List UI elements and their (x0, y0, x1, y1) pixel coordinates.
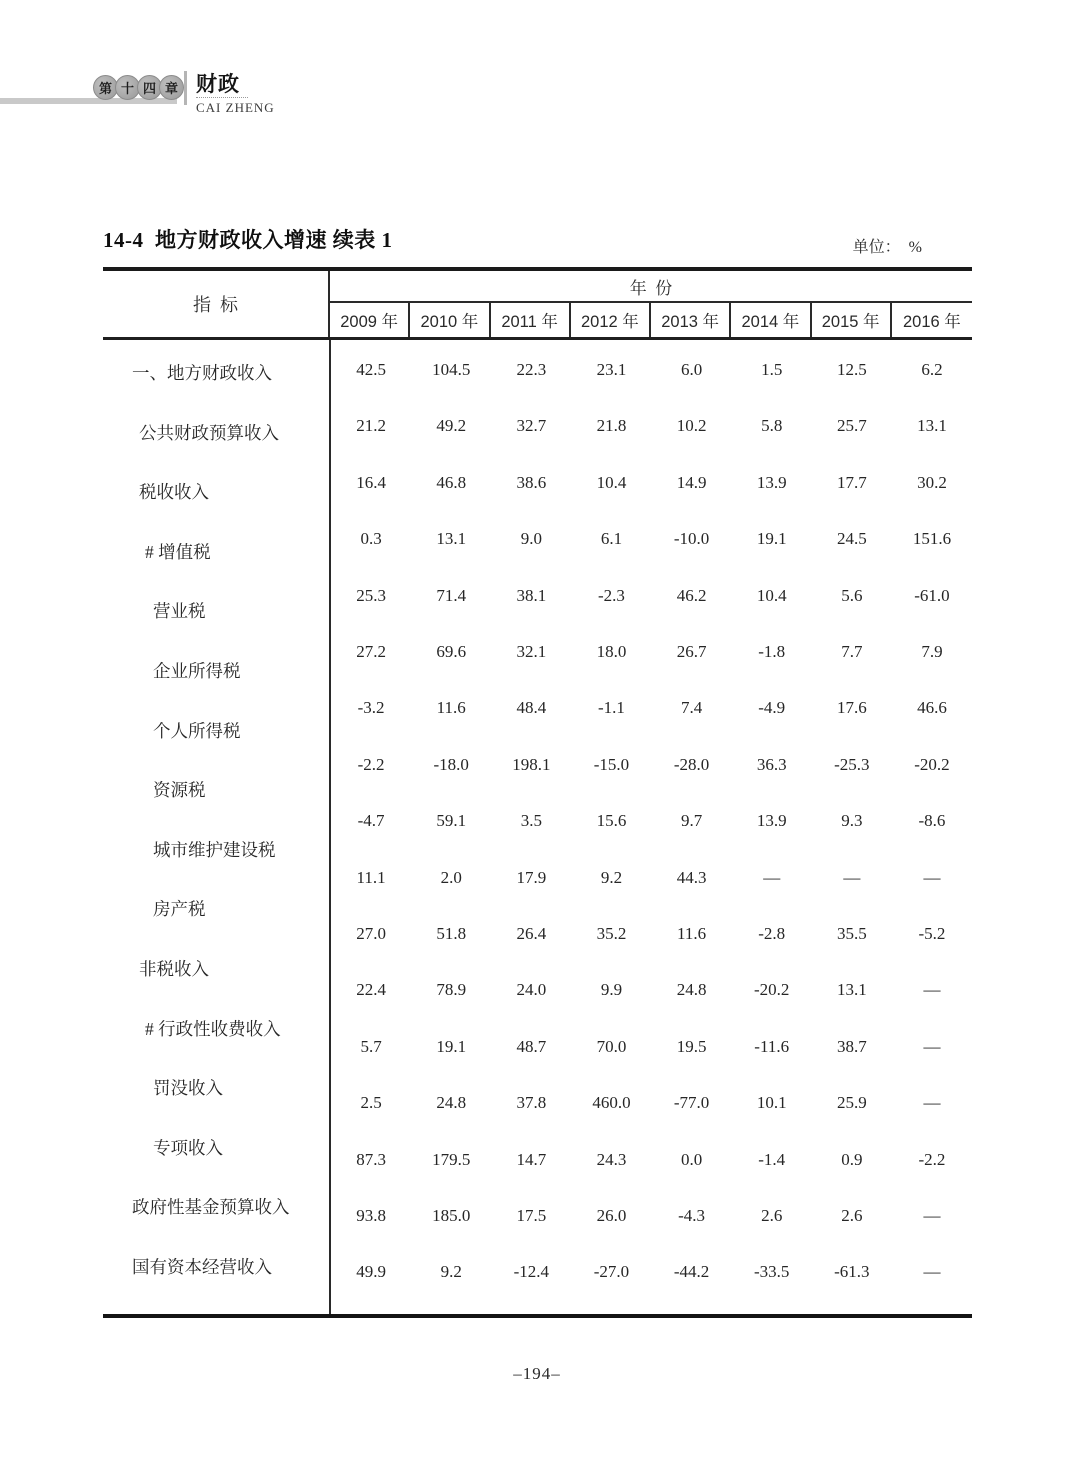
table-value-cell: -27.0 (593, 1262, 630, 1281)
table-value-cell: 17.5 (516, 1206, 547, 1225)
table-value-cell: -2.8 (758, 924, 786, 943)
table-value-cell: 26.7 (676, 642, 707, 661)
table-value-cell: 69.6 (436, 642, 467, 661)
table-value-cell: 38.7 (836, 1037, 867, 1056)
indicator-column-header: 指 标 (103, 271, 330, 337)
table-value-cell: 5.8 (761, 416, 783, 435)
table-value-cell: -1.1 (597, 698, 625, 717)
year-column-header: 2009 年 (330, 303, 410, 337)
year-column-header: 2012 年 (571, 303, 651, 337)
table-value-cell: 460.0 (592, 1093, 631, 1112)
indicator-row-label: 资源税 (153, 780, 206, 800)
table-value-cell: 3.5 (520, 811, 542, 830)
table-value-row (331, 1092, 972, 1114)
chapter-subtitle-pinyin: CAI ZHENG (196, 100, 275, 115)
table-value-row (331, 472, 972, 494)
table-value-cell: 11.6 (677, 924, 707, 943)
table-value-cell: 7.4 (680, 698, 703, 717)
table-value-cell: 2.6 (761, 1206, 783, 1225)
table-value-row (331, 1261, 972, 1283)
indicator-row-label: 税收收入 (139, 482, 209, 502)
table-value-cell: -25.3 (834, 755, 870, 774)
table-value-row (331, 528, 972, 550)
table-value-cell: 27.0 (356, 924, 386, 943)
table-value-cell: 7.7 (841, 642, 863, 661)
table-value-cell: 2.5 (360, 1093, 382, 1112)
table-value-cell: 27.2 (356, 642, 386, 661)
table-value-row (331, 754, 972, 776)
table-value-cell: 24.3 (596, 1150, 627, 1169)
table-value-cell: 38.1 (516, 586, 547, 605)
table-value-cell: 22.3 (516, 360, 547, 379)
table-value-row (331, 641, 972, 663)
table-value-cell: 9.9 (600, 980, 623, 999)
table-value-cell: -33.5 (753, 1262, 790, 1281)
year-column-header: 2011 年 (491, 303, 571, 337)
table-value-row (331, 810, 972, 832)
table-value-cell: — (923, 1093, 941, 1112)
table-value-cell: 6.1 (600, 529, 623, 548)
table-value-cell: 9.0 (520, 529, 542, 548)
table-value-cell: -3.2 (357, 698, 385, 717)
table-value-row (331, 1205, 972, 1227)
table-value-cell: 7.9 (921, 642, 943, 661)
chapter-badge-char: 章 (159, 75, 184, 100)
indicator-row-label: 一、地方财政收入 (132, 363, 272, 383)
table-value-cell: 12.5 (836, 360, 867, 379)
indicator-row-label: 国有资本经营收入 (132, 1257, 272, 1277)
table-value-cell: 71.4 (436, 586, 467, 605)
table-value-cell: 46.8 (436, 473, 467, 492)
table-value-cell: -4.9 (758, 698, 786, 717)
indicator-row-label: 专项收入 (153, 1138, 223, 1158)
table-value-cell: -44.2 (673, 1262, 710, 1281)
table-value-cell: 46.6 (917, 698, 947, 717)
table-value-cell: 1.5 (761, 360, 783, 379)
table-value-cell: -10.0 (673, 529, 710, 548)
chapter-badge (93, 75, 181, 100)
table-value-cell: 70.0 (596, 1037, 627, 1056)
table-value-cell: 17.7 (836, 473, 867, 492)
table-value-cell: -20.2 (753, 980, 790, 999)
table-value-cell: 44.3 (676, 868, 707, 887)
table-value-cell: 2.0 (440, 868, 462, 887)
indicator-row-label: 城市维护建设税 (153, 840, 276, 860)
table-value-row (331, 923, 972, 945)
table-value-cell: 11.6 (436, 698, 466, 717)
table-value-cell: -20.2 (914, 755, 950, 774)
indicator-row-label: 罚没收入 (153, 1078, 223, 1098)
table-value-row (331, 1036, 972, 1058)
year-column-header: 2010 年 (410, 303, 490, 337)
chapter-badge-char: 四 (137, 75, 162, 100)
year-column-header: 2015 年 (812, 303, 892, 337)
table-value-cell: 179.5 (432, 1150, 471, 1169)
table-body (103, 340, 972, 1318)
table-value-cell: 151.6 (912, 529, 952, 548)
table-value-row (331, 585, 972, 607)
table-value-cell: 11.1 (356, 868, 386, 887)
table-value-cell: 2.6 (841, 1206, 863, 1225)
table-value-cell: 24.8 (436, 1093, 467, 1112)
table-value-cell: 26.4 (516, 924, 547, 943)
table-value-cell: 185.0 (432, 1206, 471, 1225)
table-header (103, 267, 972, 340)
table-value-row (331, 359, 972, 381)
table-value-cell: 49.2 (436, 416, 467, 435)
chapter-header-divider (184, 71, 187, 105)
table-value-cell: — (923, 1262, 941, 1281)
table-title: 14-4 地方财政收入增速 续表 1 (103, 228, 393, 252)
indicator-row-label: 政府性基金预算收入 (132, 1197, 290, 1217)
table-value-cell: 9.2 (440, 1262, 462, 1281)
table-value-cell: 0.9 (841, 1150, 863, 1169)
table-value-cell: 25.9 (836, 1093, 867, 1112)
chapter-dotted-rule (196, 97, 248, 98)
table-value-cell: 37.8 (516, 1093, 547, 1112)
table-value-row (331, 867, 972, 889)
table-value-cell: — (923, 980, 941, 999)
table-value-cell: -15.0 (593, 755, 630, 774)
table-value-cell: -2.3 (597, 586, 625, 605)
year-column-header: 2016 年 (902, 313, 961, 331)
table-value-cell: 13.1 (436, 529, 467, 548)
table-value-cell: -61.3 (834, 1262, 870, 1281)
table-value-cell: 104.5 (432, 360, 471, 379)
table-value-cell: 0.0 (680, 1150, 703, 1169)
table-value-cell: -4.7 (357, 811, 385, 830)
table-value-cell: 19.5 (676, 1037, 707, 1056)
table-value-cell: 13.9 (756, 473, 787, 492)
table-value-cell: 5.6 (841, 586, 863, 605)
chapter-badge-char: 第 (93, 75, 118, 100)
table-value-cell: 25.3 (356, 586, 386, 605)
table-value-cell: -8.6 (918, 811, 946, 830)
table-value-row (331, 1149, 972, 1171)
chapter-title: 财政 (196, 73, 240, 96)
unit-label: 单位： % (852, 239, 922, 256)
indicator-row-label: 公共财政预算收入 (139, 423, 279, 443)
table-value-cell: -1.4 (758, 1150, 786, 1169)
table-value-cell: 6.0 (680, 360, 703, 379)
year-header-row (330, 303, 972, 337)
table-value-cell: 10.4 (596, 473, 627, 492)
table-value-cell: 21.8 (596, 416, 627, 435)
table-value-cell: 42.5 (356, 360, 386, 379)
indicator-row-label: 房产税 (153, 899, 206, 919)
table-value-cell: — (923, 868, 941, 887)
table-value-cell: 30.2 (917, 473, 947, 492)
table-value-cell: -18.0 (433, 755, 469, 774)
fiscal-revenue-growth-table (103, 267, 972, 1318)
table-value-row (331, 697, 972, 719)
table-value-cell: 78.9 (436, 980, 467, 999)
table-value-cell: -11.6 (754, 1037, 790, 1056)
indicator-row-label: 非税收入 (139, 959, 209, 979)
table-value-cell: 198.1 (512, 755, 551, 774)
table-value-cell: 14.7 (516, 1150, 547, 1169)
table-value-cell: -4.3 (678, 1206, 706, 1225)
table-value-cell: 17.6 (836, 698, 867, 717)
table-value-cell: 17.9 (516, 868, 547, 887)
table-value-cell: 24.0 (516, 980, 547, 999)
table-value-cell: 32.1 (516, 642, 547, 661)
table-value-cell: 26.0 (596, 1206, 627, 1225)
table-value-cell: 36.3 (756, 755, 787, 774)
table-value-cell: 9.2 (600, 868, 623, 887)
table-value-cell: 23.1 (596, 360, 627, 379)
table-value-cell: 10.4 (756, 586, 787, 605)
table-value-cell: 13.9 (756, 811, 787, 830)
table-value-cell: 38.6 (516, 473, 547, 492)
table-value-cell: -12.4 (513, 1262, 550, 1281)
table-value-cell: 21.2 (356, 416, 386, 435)
table-value-cell: 48.4 (516, 698, 547, 717)
table-value-cell: 35.5 (836, 924, 867, 943)
table-value-cell: 6.2 (921, 360, 943, 379)
indicator-row-label: 企业所得税 (153, 661, 241, 681)
page-number: –194– (513, 1364, 561, 1383)
table-value-cell: 48.7 (516, 1037, 547, 1056)
table-value-cell: — (923, 1037, 941, 1056)
table-value-cell: 19.1 (436, 1037, 467, 1056)
table-value-cell: 22.4 (356, 980, 386, 999)
year-group-header: 年 份 (330, 271, 972, 303)
table-value-cell: 24.5 (836, 529, 867, 548)
table-value-cell: 15.6 (596, 811, 627, 830)
table-value-cell: — (763, 868, 781, 887)
table-value-cell: -5.2 (918, 924, 946, 943)
table-value-cell: -1.8 (758, 642, 786, 661)
indicator-row-label: # 增值税 (145, 542, 211, 562)
table-value-cell: 59.1 (436, 811, 467, 830)
table-value-cell: -28.0 (673, 755, 710, 774)
table-value-cell: 0.3 (360, 529, 382, 548)
table-value-cell: 93.8 (356, 1206, 386, 1225)
table-value-cell: 10.2 (676, 416, 707, 435)
table-value-cell: 32.7 (516, 416, 547, 435)
table-value-cell: 51.8 (436, 924, 467, 943)
table-value-cell: 46.2 (676, 586, 707, 605)
table-value-cell: 87.3 (356, 1150, 386, 1169)
table-value-cell: 49.9 (356, 1262, 386, 1281)
table-value-cell: 9.3 (841, 811, 863, 830)
table-value-cell: 13.1 (917, 416, 947, 435)
years-header-group (330, 271, 972, 337)
indicator-row-label: 营业税 (153, 601, 206, 621)
indicator-row-label: 个人所得税 (153, 721, 241, 741)
indicator-row-label: # 行政性收费收入 (145, 1019, 281, 1039)
table-value-cell: -2.2 (918, 1150, 946, 1169)
table-value-cell: 19.1 (756, 529, 787, 548)
table-value-cell: 13.1 (836, 980, 867, 999)
table-value-cell: 5.7 (360, 1037, 382, 1056)
table-value-cell: 16.4 (356, 473, 386, 492)
table-value-cell: 10.1 (756, 1093, 787, 1112)
table-value-cell: -61.0 (914, 586, 950, 605)
table-value-cell: -77.0 (673, 1093, 710, 1112)
table-value-cell: 9.7 (680, 811, 703, 830)
year-column-header: 2013 年 (651, 303, 731, 337)
table-value-cell: — (843, 868, 861, 887)
table-value-row (331, 415, 972, 437)
table-value-cell: 35.2 (596, 924, 627, 943)
year-column-header: 2014 年 (731, 303, 811, 337)
table-value-cell: 18.0 (596, 642, 627, 661)
table-value-cell: — (923, 1206, 941, 1225)
table-value-row (331, 979, 972, 1001)
table-value-cell: 25.7 (836, 416, 867, 435)
table-value-cell: 24.8 (676, 980, 707, 999)
table-value-cell: -2.2 (357, 755, 385, 774)
chapter-badge-char: 十 (115, 75, 140, 100)
table-value-cell: 14.9 (676, 473, 707, 492)
